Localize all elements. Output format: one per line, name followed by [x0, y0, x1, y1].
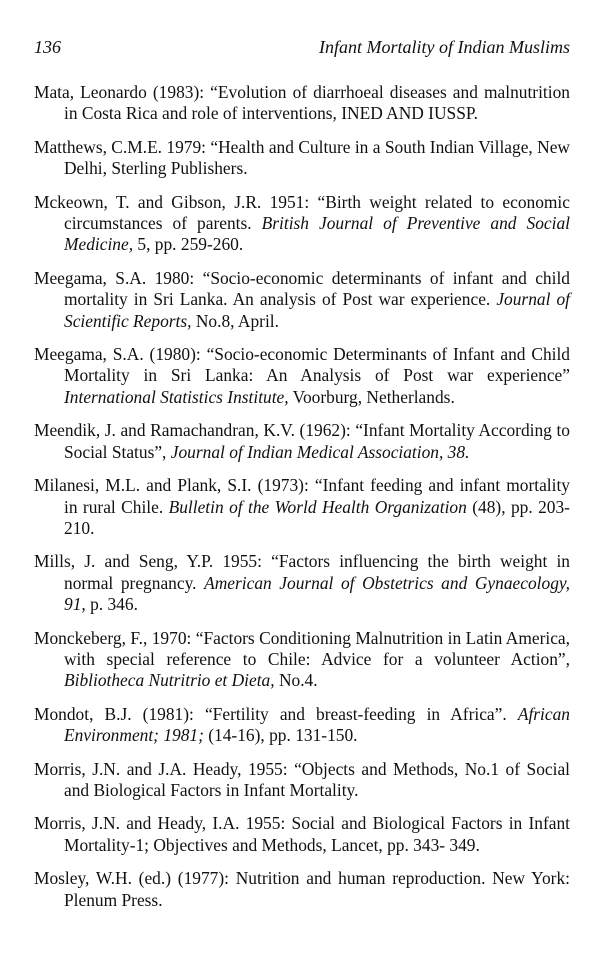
- reference-source: Bibliotheca Nutritrio et Dieta,: [64, 670, 275, 691]
- page-header: [34, 34, 570, 60]
- reference-entry: [34, 137, 570, 180]
- reference-text: (14-16), pp. 131-150.: [203, 725, 358, 746]
- reference-text: No.8, April.: [191, 310, 279, 331]
- reference-text: Voorburg, Netherlands.: [288, 386, 455, 407]
- reference-text: Mosley, W.H. (ed.) (1977): Nutrition and human reproduction. New York: Plenum Press.: [34, 868, 570, 910]
- reference-text: Meegama, S.A. (1980): “Socio-economic Determinants of Infant and Child Mortality in Sri Lanka: An Analysis of Post war experience”: [34, 344, 570, 386]
- reference-text: 5, pp. 259-260.: [133, 234, 244, 255]
- reference-entry: [34, 704, 570, 747]
- reference-text: Mondot, B.J. (1981): “Fertility and breast-feeding in Africa”.: [34, 703, 518, 724]
- reference-source: Bulletin of the World Health Organization: [168, 496, 467, 517]
- reference-source: British Journal of Preventive and Social Medicine,: [64, 213, 570, 255]
- reference-text: No.4.: [274, 670, 318, 691]
- reference-entry: [34, 420, 570, 463]
- reference-text: Monckeberg, F., 1970: “Factors Conditioning Malnutrition in Latin America, with special reference to Chile: Advice for a volunteer Action”,: [34, 627, 570, 669]
- reference-entry: [34, 344, 570, 408]
- reference-text: Milanesi, M.L. and Plank, S.I. (1973): “Infant feeding and infant mortality in rural Chile.: [34, 475, 570, 517]
- reference-entry: [34, 475, 570, 539]
- reference-entry: [34, 868, 570, 911]
- reference-text: Meendik, J. and Ramachandran, K.V. (1962): “Infant Mortality According to Social Status”,: [34, 420, 570, 462]
- reference-entry: [34, 813, 570, 856]
- reference-text: Meegama, S.A. 1980: “Socio-economic determinants of infant and child mortality in Sri Lanka. An analysis of Post war experience.: [34, 267, 570, 310]
- reference-source: International Statistics Institute,: [64, 386, 289, 407]
- reference-source: Journal of Scientific Reports,: [64, 289, 570, 331]
- reference-text: p. 346.: [85, 594, 138, 615]
- reference-text: Morris, J.N. and J.A. Heady, 1955: “Objects and Methods, No.1 of Social and Biological Factors in Infant Mortality.: [34, 758, 570, 800]
- reference-entry: [34, 268, 570, 332]
- reference-text: Morris, J.N. and Heady, I.A. 1955: Social and Biological Factors in Infant Mortality-1; Objectives and Methods, Lancet, pp. 343- 349.: [34, 813, 570, 855]
- running-title: Infant Mortality of Indian Muslims: [319, 37, 570, 57]
- reference-text: Mata, Leonardo (1983): “Evolution of diarrhoeal diseases and malnutrition in Costa Rica and role of interventions, INED AND IUSSP.: [34, 82, 570, 124]
- reference-source: African Environment; 1981;: [64, 703, 570, 746]
- reference-entry: [34, 551, 570, 615]
- page-number: 136: [34, 37, 61, 57]
- reference-entry: [34, 759, 570, 802]
- reference-text: Mills, J. and Seng, Y.P. 1955: “Factors influencing the birth weight in normal pregnancy.: [34, 551, 570, 593]
- reference-entry: [34, 628, 570, 692]
- reference-list: [34, 82, 570, 923]
- reference-text: Mckeown, T. and Gibson, J.R. 1951: “Birth weight related to economic circumstances of parents.: [34, 191, 570, 234]
- reference-source: American Journal of Obstetrics and Gynaecology, 91,: [64, 572, 570, 615]
- reference-text: Matthews, C.M.E. 1979: “Health and Culture in a South Indian Village, New Delhi, Sterling Publishers.: [34, 136, 570, 179]
- reference-source: Journal of Indian Medical Association, 38.: [170, 441, 470, 462]
- reference-text: (48), pp. 203-210.: [64, 496, 570, 538]
- reference-entry: [34, 82, 570, 125]
- reference-entry: [34, 192, 570, 256]
